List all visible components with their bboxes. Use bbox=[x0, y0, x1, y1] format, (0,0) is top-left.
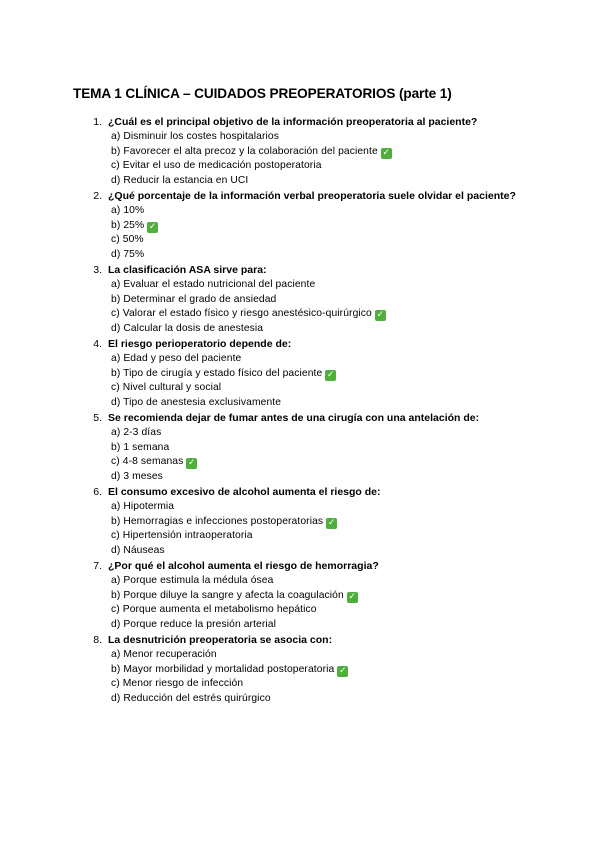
question-number: 7. bbox=[93, 560, 102, 572]
answer-option bbox=[111, 381, 600, 396]
answer-option-text: b) Hemorragias e infecciones postoperatorias bbox=[111, 515, 324, 527]
answer-option-text: d) Calcular la dosis de anestesia bbox=[111, 322, 264, 334]
answer-option bbox=[111, 204, 600, 219]
check-mark-icon: ✓ bbox=[339, 665, 347, 676]
answer-option bbox=[111, 603, 600, 618]
answer-option-text: b) Porque diluye la sangre y afecta la coagulación bbox=[111, 589, 344, 601]
answer-option-text: b) Favorecer el alta precoz y la colaboración del paciente bbox=[111, 145, 378, 157]
question-number: 6. bbox=[93, 486, 102, 498]
answer-option-text: a) Hipotermia bbox=[111, 501, 175, 512]
check-mark-icon: ✓ bbox=[382, 147, 391, 158]
question-item bbox=[0, 262, 600, 336]
check-mark-icon: ✓ bbox=[188, 458, 196, 468]
answer-option bbox=[111, 663, 600, 678]
answer-option-text: b) 1 semana bbox=[111, 441, 170, 453]
check-mark-icon: ✓ bbox=[376, 310, 385, 320]
answer-option bbox=[111, 278, 600, 293]
question-text: El riesgo perioperatorio depende de: bbox=[108, 338, 292, 350]
answer-option bbox=[111, 648, 600, 663]
answer-option-text: c) 50% bbox=[111, 234, 144, 245]
answer-option-text: d) Reducir la estancia en UCI bbox=[111, 174, 249, 186]
answer-option-text: d) Reducción del estrés quirúrgico bbox=[111, 692, 271, 704]
page-title: TEMA 1 CLÍNICA – CUIDADOS PREOPERATORIOS (parte 1) bbox=[73, 86, 452, 101]
answer-option bbox=[111, 426, 600, 441]
answer-option bbox=[111, 677, 600, 692]
answer-option bbox=[111, 500, 600, 515]
question-number: 2. bbox=[93, 190, 102, 202]
answer-option bbox=[111, 219, 600, 234]
answer-option-text: d) Tipo de anestesia exclusivamente bbox=[111, 396, 282, 408]
answer-option bbox=[111, 470, 600, 485]
answer-option-text: b) 25% bbox=[111, 219, 145, 231]
answer-option bbox=[111, 441, 600, 456]
check-mark-icon: ✓ bbox=[148, 221, 157, 232]
question-list bbox=[0, 114, 600, 706]
check-mark-icon: ✓ bbox=[327, 517, 336, 528]
question-text: Se recomienda dejar de fumar antes de una cirugía con una antelación de: bbox=[108, 412, 480, 424]
answer-option bbox=[111, 293, 600, 308]
answer-option bbox=[111, 515, 600, 530]
question-number: 4. bbox=[93, 338, 102, 350]
answer-option-text: b) Tipo de cirugía y estado físico del paciente bbox=[111, 367, 323, 379]
answer-option-text: a) Porque estimula la médula ósea bbox=[111, 575, 274, 586]
answer-option bbox=[111, 174, 600, 189]
answer-option bbox=[111, 455, 600, 470]
question-item bbox=[0, 410, 600, 484]
question-item bbox=[0, 114, 600, 188]
question-item bbox=[0, 188, 600, 262]
question-item bbox=[0, 336, 600, 410]
answer-option bbox=[111, 130, 600, 145]
answer-option bbox=[111, 574, 600, 589]
answer-option-text: c) 4-8 semanas bbox=[111, 456, 184, 467]
answer-option-text: d) 75% bbox=[111, 248, 145, 260]
check-mark-icon: ✓ bbox=[348, 591, 357, 602]
question-number: 5. bbox=[93, 412, 102, 424]
question-text: El consumo excesivo de alcohol aumenta el riesgo de: bbox=[108, 486, 381, 498]
answer-option bbox=[111, 145, 600, 160]
answer-option-text: c) Evitar el uso de medicación postoperatoria bbox=[111, 160, 322, 171]
answer-option-text: c) Nivel cultural y social bbox=[111, 382, 222, 393]
answer-option-text: c) Menor riesgo de infección bbox=[111, 678, 244, 689]
question-number: 1. bbox=[93, 116, 102, 128]
question-text: ¿Por qué el alcohol aumenta el riesgo de hemorragia? bbox=[108, 560, 379, 572]
answer-option-text: a) Disminuir los costes hospitalarios bbox=[111, 131, 279, 142]
question-number: 8. bbox=[93, 634, 102, 646]
question-item bbox=[0, 484, 600, 558]
answer-option bbox=[111, 367, 600, 382]
answer-option bbox=[111, 589, 600, 604]
answer-option-text: a) Menor recuperación bbox=[111, 649, 217, 660]
answer-option bbox=[111, 307, 600, 322]
answer-option-text: b) Mayor morbilidad y mortalidad postoperatoria bbox=[111, 663, 335, 675]
answer-option bbox=[111, 352, 600, 367]
answer-option bbox=[111, 159, 600, 174]
answer-option bbox=[111, 618, 600, 633]
question-text: ¿Cuál es el principal objetivo de la información preoperatoria al paciente? bbox=[108, 116, 478, 128]
answer-option bbox=[111, 396, 600, 411]
answer-option-text: d) Náuseas bbox=[111, 544, 165, 556]
question-item bbox=[0, 558, 600, 632]
answer-option-text: c) Hipertensión intraoperatoria bbox=[111, 530, 253, 541]
question-text: La clasificación ASA sirve para: bbox=[108, 264, 267, 276]
answer-option-text: c) Porque aumenta el metabolismo hepático bbox=[111, 604, 317, 615]
question-item bbox=[0, 632, 600, 706]
answer-option bbox=[111, 248, 600, 263]
answer-option-text: b) Determinar el grado de ansiedad bbox=[111, 293, 277, 305]
answer-option bbox=[111, 233, 600, 248]
answer-option bbox=[111, 322, 600, 337]
answer-option-text: d) Porque reduce la presión arterial bbox=[111, 618, 277, 630]
answer-option bbox=[111, 692, 600, 707]
question-text: La desnutrición preoperatoria se asocia con: bbox=[108, 634, 333, 646]
answer-option-text: d) 3 meses bbox=[111, 470, 163, 482]
question-number: 3. bbox=[93, 264, 102, 276]
answer-option bbox=[111, 544, 600, 559]
question-text: ¿Qué porcentaje de la información verbal preoperatoria suele olvidar el paciente? bbox=[108, 190, 516, 202]
answer-option-text: a) Evaluar el estado nutricional del paciente bbox=[111, 279, 316, 290]
answer-option-text: a) Edad y peso del paciente bbox=[111, 353, 242, 364]
answer-option-text: c) Valorar el estado físico y riesgo anestésico-quirúrgico bbox=[111, 308, 372, 319]
answer-option-text: a) 10% bbox=[111, 205, 145, 216]
answer-option-text: a) 2-3 días bbox=[111, 427, 162, 438]
answer-option bbox=[111, 529, 600, 544]
check-mark-icon: ✓ bbox=[327, 369, 335, 380]
